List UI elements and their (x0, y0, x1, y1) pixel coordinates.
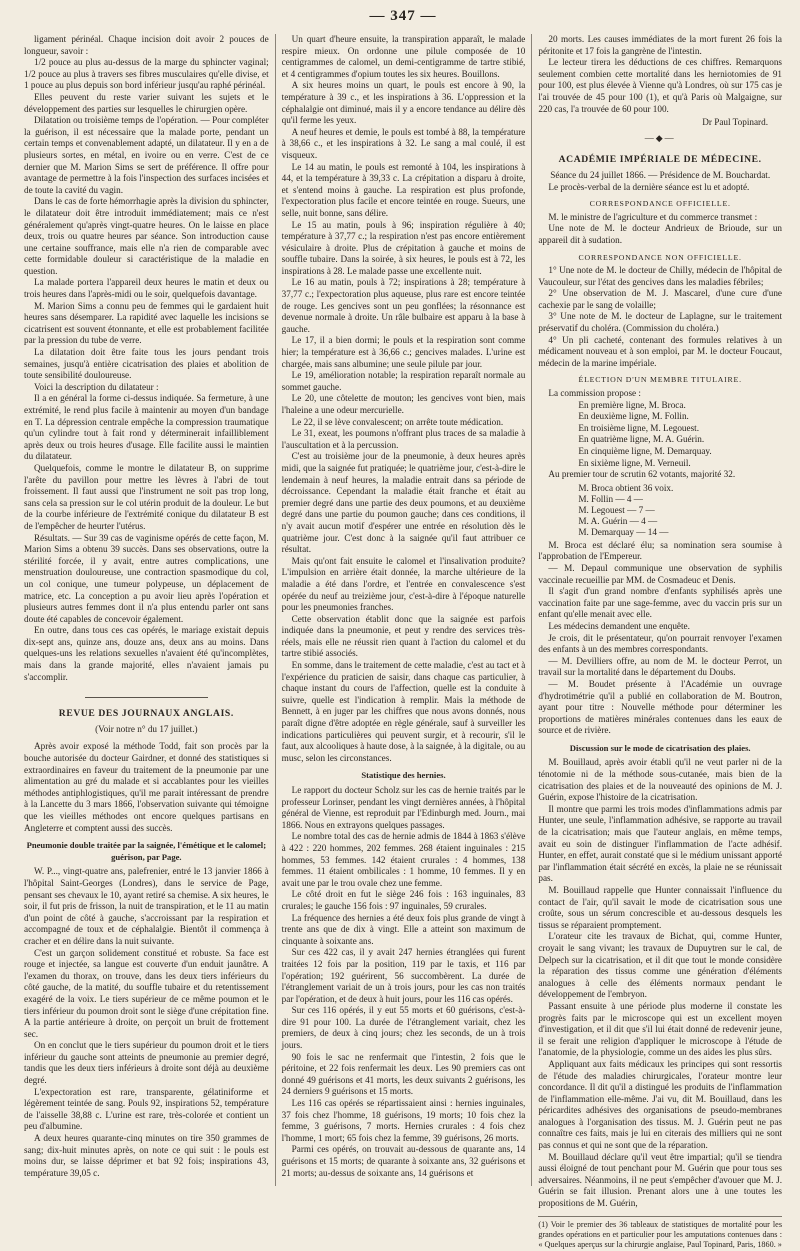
paragraph: Le côté droit en fut le siège 246 fois : 163 inguinales, 83 crurales; le gauche 156 fois : 97 inguinales, 59 crurales. (281, 889, 526, 911)
paragraph: Il montre que parmi les trois modes d'inflammations admis par Hunter, une seule, l'inflammation adhésive, se rapporte au travail de la cicatrisation; mais que l'auteur anglais, en même temps, avait eu soin de distinguer l'inflammation de l'acte adhésif. Hunter, en effet, aurait constaté que si le médium unissant apporté par l'inflammation était sécrété en excès, la plaie ne se réunissait pas. (538, 803, 783, 884)
revue-body (24, 741, 269, 834)
paragraph: Le nombre total des cas de hernie admis de 1844 à 1863 s'élève à 422 : 220 hommes, 202 femmes. 268 étaient inguinales : 215 hommes, 53 femmes. 142 étaient crurales : 4 hommes, 138 femmes. 11 étaient ombilicales : 1 homme, 10 femmes. Il y en avait une par le trou ovale chez une femme. (281, 831, 526, 888)
paragraph: M. Follin — 4 — (578, 493, 643, 504)
paragraph: Le 20, une côtelette de mouton; les gencives vont bien, mais l'haleine a une odeur mercurielle. (281, 393, 526, 415)
paragraph: Le 16 au matin, pouls à 72; inspirations à 28; température à 37,77 c.; l'expectoration plus aqueuse, plus rare est encore teintée de rouge. Les gencives sont un peu gonflées; la résonnance est devenue normale à droite. Un râle bulbaire est apparu à la base à gauche. (281, 277, 526, 334)
paragraph: C'est un garçon solidement constitué et robuste. Sa face est rouge et injectée, sa langue est couverte d'un enduit jaunâtre. A l'examen du thorax, on trouve, dans les deux tiers inférieurs du côté gauche, de la matité, du souffle tubaire et du retentissement exagéré de la voix. Le tiers supérieur de ce même poumon et le tiers inférieur du poumon droit sont le siège d'une crépitation fine. A la partie antérieure à droite, on perçoit un bruit de frottement sec. (24, 947, 269, 1039)
paragraph: Le lecteur tirera les déductions de ces chiffres. Remarquons seulement combien cette mortalité dans les herniotomies de 91 pour 100, est plus élevée à Vienne qu'à Londres, où sur 175 cas je l'ai trouvée de 45 pour 100 (1), et qu'à Paris où Malgaigne, sur 220 cas, l'a trouvée de 60 pour 100. (538, 57, 783, 114)
footnote (538, 1216, 782, 1251)
paragraph: M. Legouest — 7 — (578, 504, 655, 515)
paragraph: 20 morts. Les causes immédiates de la mort furent 26 fois la péritonite et 17 fois la gangrène de l'intestin. (538, 34, 783, 56)
ballot-intro: Au premier tour de scrutin 62 votants, majorité 32. (548, 469, 736, 480)
paragraph: M. le ministre de l'agriculture et du commerce transmet : (548, 211, 758, 222)
paragraph: L'expectoration est rare, transparente, gélatiniforme et légèrement teintée de sang. Pouls 92, inspirations 52, température de l'aisselle 38,88 c. L'urine est rare, très-colorée et contient un peu d'albumine. (24, 1086, 269, 1132)
case-heading: Pneumonie double traitée par la saignée, l'émétique et le calomel; guérison, par Page. (26, 840, 267, 862)
paragraph: Les médecins demandent une enquête. (548, 620, 690, 631)
footnote-text: (1) Voir le premier des 36 tableaux de statistiques de mortalité pour les grandes opérations en et particulier pour les amputations contenues dans : « Quelques aperçus sur la chirurgie anglaise, Paul Topinard, Paris, 1860. » (538, 1219, 783, 1250)
signature: Dr Paul Topinard. (702, 117, 769, 128)
ornament: —◆— (644, 132, 676, 143)
paragraph: M. Broca obtient 36 voix. (578, 482, 674, 493)
discussion-heading: Discussion sur le mode de cicatrisation des plaies. (569, 742, 751, 753)
paragraph: M. Bouillaud, après avoir établi qu'il ne veut parler ni de la ténotomie ni de la méthode sous-cutanée, mais bien de la cicatrisation des plaies et de la nouveauté des opinions de M. J. Guérin, expose l'histoire de la cicatrisation. (538, 757, 783, 803)
paragraph: En cinquième ligne, M. Demarquay. (578, 446, 712, 456)
paragraph: En quatrième ligne, M. A. Guérin. (578, 434, 705, 445)
paragraph: Parmi ces opérés, on trouvait au-dessous de quarante ans, 14 guérisons et 15 morts; de quarante à soixante ans, 32 guérisons et 21 morts; au-dessus de soixante ans, 14 guérisons et (281, 1144, 526, 1178)
academy-title: ACADÉMIE IMPÉRIALE DE MÉDECINE. (558, 154, 762, 166)
paragraph: M. Broca est déclaré élu; sa nomination sera soumise à l'approbation de l'Empereur. (538, 539, 783, 562)
paragraph: A deux heures quarante-cinq minutes on tire 350 grammes de sang; dix-huit minutes après, on note ce qui suit : le pouls est moins dur, se laisse déprimer et bat 92 fois; inspirations 43, température 39,05 c. (24, 1133, 269, 1178)
paragraph: La malade portera l'appareil deux heures le matin et deux ou trois heures dans l'après-midi ou le soir, quelquefois davantage. (24, 277, 269, 300)
paragraph: L'orateur cite les travaux de Bichat, qui, comme Hunter, croyait le sang vivant; les travaux de Dupuytren sur le cal, de Delpech sur la cicatrisation, et il dit que tout le monde considère la réparation des tissus comme une génération d'éléments analogues à celle des éléments normaux pendant le développement de l'embryon. (538, 931, 783, 1000)
divider (85, 697, 207, 698)
paragraph: C'est au troisième jour de la pneumonie, à deux heures après midi, que la saignée fut pratiquée; le quatrième jour, c'est-à-dire le lendemain à neuf heures, la maladie entrait dans sa période de décroissance. Cependant la maladie était franche et était au premier degré dans une partie des deux poumons, et au deuxième degré dans une partie du poumon gauche; dans ces conditions, il n'y avait aucun motif d'espérer une entrée en résolution dès le quatrième jour. C'est donc à la saignée qu'il faut attribuer ce résultat. (281, 451, 526, 555)
paragraph: 2° Une observation de M. J. Mascarel, d'une cure d'une cachexie par le sang de volaille; (538, 288, 783, 310)
paragraph: Résultats. — Sur 39 cas de vaginisme opérés de cette façon, M. Marion Sims a obtenu 39 succès. Dans ses observations, outre la stérilité forcée, il y avait, entre autres complications, une menstruation douloureuse, une contraction spasmodique du col, un col conique, une tumeur polypeuse, un déplacement de matrice, etc. La conception a pu avoir lieu après l'opération et plusieurs autres femmes dont il n'a plus entendu parler ont sans doute été capables de concevoir également. (24, 532, 269, 624)
corr-nonoff-body (538, 265, 782, 369)
paragraph: Je crois, dit le présentateur, qu'on pourrait renvoyer l'examen des enfants à un des membres correspondants. (538, 632, 783, 655)
paragraph: Le rapport du docteur Scholz sur les cas de hernie traités par le professeur Lorinser, pendant les vingt dernières années, à l'hôpital général de Vienne, est reproduit par l'Edinburgh med. Journ., mai 1866. Nous en extrayons quelques passages. (281, 785, 526, 830)
column-3 (531, 34, 788, 1250)
paragraph: Le 17, il a bien dormi; le pouls et la respiration sont comme hier; la température est à 36,66 c.; gencives malades. L'urine est chargée, mais sans albumine; une seule pilule par jour. (281, 335, 526, 369)
paragraph: Cette observation établit donc que la saignée est parfois indiquée dans la pneumonie, et peut y rendre des services très-réels, mais elle ne réussit rien quant à l'action du calomel et du tartre stibié associés. (281, 613, 526, 659)
paragraph: Il s'agit d'un grand nombre d'enfants syphilisés après une vaccination faite par une sage-femme, avec du vaccin pris sur un enfant qu'elle menait avec elle. (538, 586, 783, 620)
paragraph: 1/2 pouce au plus au-dessus de la marge du sphincter vaginal; 1/2 pouce au plus à travers ses fibres musculaires qu'elle divise, et 1 pouce au plus depuis son bord inférieur jusqu'au raphé périnéal. (24, 57, 269, 91)
paragraph: M. Bouillaud déclare qu'il veut être impartial; qu'il se tiendra aussi éloigné de tout penchant pour M. Guérin que pour tous ses adversaires. Néanmoins, il ne peut s'empêcher d'avouer que M. J. Guérin se fait illusion. Prenant alors une à une toutes les propositions de M. Guérin, (538, 1151, 783, 1209)
paragraph: Il a en général la forme ci-dessus indiquée. Sa fermeture, à une extrémité, le rend plus facile à maintenir au moyen d'un bandage en T. La dépression centrale empêche la compression traumatique qu'un cylindre tout à fait rond y déterminerait infailliblement après deux ou trois heures d'usage. Elle facilite aussi le maintien du dilatateur. (24, 393, 269, 462)
paragraph: Sur ces 422 cas, il y avait 247 hernies étranglées qui furent traitées 12 fois par la position, 119 par le taxis, et 116 par l'opération; 192 guérirent, 56 succombèrent. La durée de l'étranglement variait de un à trois jours, pour les cas non traités par l'opération, et de deux à huit jours, pour les 116 cas opérés. (281, 947, 526, 1004)
stat-body (282, 785, 526, 1179)
paragraph: M. Marion Sims a connu peu de femmes qui le gardaient huit heures sans désemparer. La rapidité avec laquelle les incisions se cicatrisent est souvent étonnante, et elle est probablement facilitée par la pression du tube de verre. (24, 300, 269, 346)
paragraph: En sixième ligne, M. Verneuil. (578, 457, 691, 468)
corr-off-body (538, 212, 782, 247)
column-3-body (538, 34, 782, 115)
paragraph: On en conclut que le tiers supérieur du poumon droit et le tiers inférieur du gauche sont atteints de pneumonie au premier degré, tandis que les deux tiers inférieurs à droite sont déjà au deuxième degré. (24, 1040, 269, 1086)
paragraph: En somme, dans le traitement de cette maladie, c'est au tact et à l'expérience du praticien de saisir, dans chaque cas particulier, à chaque instant du cours de l'affection, quelle est la conduite à suivre, quelle est l'indication à remplir. Mais la méthode de Bennett, à en juger par les chiffres que nous avons donnés, nous paraît digne d'être adoptée en règle générale, sauf à surveiller les indications particulières qui peuvent surgir, et à recourir, s'il le faut, aux alcooliques à haute dose, à la saignée, à la digitale, ou au musc, selon les circonstances. (281, 660, 526, 763)
paragraph: — M. Boudet présente à l'Académie un ouvrage d'hydrotimétrie qu'il a publié en collaboration de M. Boutron, ayant pour titre : Nouvelle méthode pour déterminer les proportions de matières minérales contenues dans les eaux de source et de rivière. (538, 678, 783, 736)
paragraph: 3° Une note de M. le docteur de Laplagne, sur le traitement préservatif du choléra. (Commission du choléra.) (538, 311, 783, 334)
paragraph: Le 31, exeat, les poumons n'offrant plus traces de sa maladie à l'auscultation et à la percussion. (281, 428, 526, 450)
paragraph: ligament périnéal. Chaque incision doit avoir 2 pouces de longueur, savoir : (24, 34, 269, 56)
revue-subtitle: (Voir notre n° du 17 juillet.) (95, 723, 198, 734)
paragraph: Mais qu'ont fait ensuite le calomel et l'insalivation produite? L'impulsion en arrière était donnée, la marche ultérieure de la maladie a été dans l'ordre, et l'entrée en convalescence s'est opérée du neuf au treizième jour, c'est-à-dire à l'époque naturelle pour les pneumonies franches. (281, 555, 526, 613)
column-1 (18, 34, 275, 1186)
paragraph: La dilatation doit être faite tous les jours pendant trois semaines, jusqu'à entière cicatrisation des plaies et abolition de toute sensibilité douloureuse. (24, 347, 269, 381)
paragraph: Sur ces 116 opérés, il y eut 55 morts et 60 guérisons, c'est-à-dire 91 pour 100. La durée de l'étranglement variait, chez les premiers, de deux à cinq jours; chez les seconds, de un à trois jours. (281, 1005, 526, 1051)
academy-intro: Le procès-verbal de la dernière séance est lu et adopté. (548, 181, 750, 192)
paragraph: Après avoir exposé la méthode Todd, fait son procès par la bouche autorisée du docteur Gairdner, et donné des statistiques si extraordinaires en faveur du traitement de la pneumonie par une alimentation au gré du malade et si accablantes pour les vieilles méthodes antiphlogistiques, qu'il me parait intéressant de prendre à la Lancette du 3 mars 1866, l'observation suivante qui témoigne que les vieilles méthodes ont encore quelques partisans en Angleterre et comptent aussi des succès. (24, 741, 269, 833)
paragraph: Un quart d'heure ensuite, la transpiration apparaît, le malade respire mieux. On ordonne une pilule composée de 10 centigrammes de calomel, un demi-centigramme de tartre stibié, et 4 centigrammes d'opium toutes les six heures. Bouillons. (281, 34, 526, 79)
paragraph: En outre, dans tous ces cas opérés, le mariage existait depuis dix-sept ans, quinze ans, douze ans, deux ans au moins. Dans quelques-uns les relations sexuelles n'avaient été qu'incomplètes, mais dans la grande majorité, elles n'avaient jamais pu s'accomplir. (24, 625, 269, 682)
paragraph: En troisième ligne, M. Legouest. (578, 422, 700, 433)
paragraph: M. Bouillaud rappelle que Hunter connaissait l'influence du contact de l'air, qu'il savait le mode de cicatrisation sous une croûte, sous un sérum concrescible et au-dessous desquels les tissus se réparaient promptement. (538, 885, 783, 930)
paragraph: Elles peuvent du reste varier suivant les sujets et le développement des parties sur lesquelles le chirurgien opère. (24, 91, 269, 114)
paragraph: 4° Un pli cacheté, contenant des formules relatives à un médicament nouveau et à son emploi, par M. le docteur Foucaut, médecin de la marine impériale. (538, 334, 783, 368)
paragraph: Voici la description du dilatateur : (34, 381, 159, 392)
paragraph: — M. Depaul communique une observation de syphilis vaccinale recueillie par MM. de Cosmadeuc et Denis. (538, 562, 783, 585)
paragraph: A neuf heures et demie, le pouls est tombé à 88, la température à 38,66 c., et les inspirations à 32. Le sang a mal coulé, il est visqueux. (281, 126, 526, 160)
paragraph: Dans le cas de forte hémorrhagie après la division du sphincter, le dilatateur doit être introduit immédiatement; mais ce n'est généralement qu'après vingt-quatre heures. On le laisse en place deux, trois ou quatre heures par séance. Son introduction cause une certaine souffrance, mais elle n'a rien de comparable avec cette formidable douleur si caractéristique de la maladie en question. (24, 196, 269, 276)
candidate-list (538, 400, 782, 470)
paragraph: En deuxième ligne, M. Follin. (578, 411, 689, 422)
paragraph: Le 15 au matin, pouls à 96; inspiration régulière à 40; température à 37,77 c.; la respiration n'est pas encore entièrement vésiculaire à droite. Plus de crépitation à gauche et moins de souffle tubaire. Dans la soirée, à six heures, le pouls est à 72, les inspirations à 28. Le malade passe une excellente nuit. (281, 219, 526, 276)
election-heading: ÉLECTION D'UN MEMBRE TITULAIRE. (578, 375, 742, 385)
paragraph: W. P..., vingt-quatre ans, palefrenier, entré le 13 janvier 1866 à l'hôpital Saint-Georges (Londres), dans le service de Page, pensant ses chevaux le 10, ayant retiré sa chemise. A six heures, le soir, il fut pris de frisson, la nuit de transpiration, et le 11 au matin d'un point de côté à gauche, s'accroissant par la respiration et accompagné de toux et de céphalalgie. Bientôt il commença à cracher et en délire dans la nuit suivante. (24, 866, 269, 946)
paragraph: Le 14 au matin, le pouls est remonté à 104, les inspirations à 44, et la température à 39,33 c. La crépitation a disparu à droite, et s'entend moins à gauche. La respiration est plus profonde, l'expectoration plus facile et encore teintée en rouge. Sueurs, une selle, nuit bonne, sans délire. (281, 161, 526, 218)
paragraph: Dilatation ou troisième temps de l'opération. — Pour compléter la guérison, il est nécessaire que la malade porte, pendant un certain temps et convenablement adapté, un dilatateur. Il y en a de plusieurs sortes, en métal, en ivoire ou en verre. C'est de ce dernier que M. Marion Sims se sert de préférence. Il offre pour avantage de permettre à la fois l'inspection des surfaces incisées et de toute la cavité du vagin. (24, 115, 269, 195)
paragraph: En première ligne, M. Broca. (578, 399, 686, 410)
vote-list (578, 483, 782, 538)
paragraph: 1° Une note de M. le docteur de Chilly, médecin de l'hôpital de Vaucouleur, sur l'état des gencives dans les maladies fébriles; (538, 265, 783, 287)
paragraph: A six heures moins un quart, le pouls est encore à 90, la température à 39 c., et les inspirations à 36. L'oppression et la céphalalgie ont diminué, mais il y a encore tendance au délire dès qu'il ferme les yeux. (281, 80, 526, 126)
stat-heading: Statistique des hernies. (361, 770, 446, 781)
paragraph: 90 fois le sac ne renfermait que l'intestin, 2 fois que le péritoine, et 22 fois renfermait les deux. Les 90 premiers cas ont donné 49 guérisons et 41 morts, les deux suivants 2 guérisons, les 24 derniers 9 guérisons et 15 morts. (281, 1051, 526, 1097)
paragraph: Une note de M. le docteur Andrieux de Brioude, sur un appareil dit à sudation. (538, 223, 783, 245)
page-header (18, 8, 788, 30)
column-2 (275, 34, 532, 1186)
paragraph: Le 19, amélioration notable; la respiration reparaît normale au sommet gauche. (281, 370, 526, 392)
paragraph: Quelquefois, comme le montre le dilatateur B, on supprime l'arête du pavillon pour mettre les lèvres à l'abri de tout froissement. Il faut aussi que l'instrument ne soit pas trop long, sans cela sa pression sur le col utérin produit de la douleur. Le but de la courbe inférieure de l'extrémité conique du dilatateur B est de l'empêcher de heurter l'utérus. (24, 462, 269, 531)
paragraph: — M. Devilliers offre, au nom de M. le docteur Perrot, un travail sur la mortalité dans le département du Doubs. (538, 655, 783, 678)
corr-off-heading: CORRESPONDANCE OFFICIELLE. (589, 199, 731, 209)
column-2-body (282, 34, 526, 764)
paragraph: Passant ensuite à une période plus moderne il constate les progrès faits par le microscope qui est un excellent moyen d'investigation, et il dit que s'il lui était donné de redevenir jeune, il se ferait une religion d'appliquer le microscope à l'étude de l'anatomie, de la physiologie, comme un des aides les plus sûrs. (538, 1000, 783, 1058)
paragraph: M. A. Guérin — 4 — (578, 515, 658, 526)
academy-subtitle: Séance du 24 juillet 1866. — Présidence de M. Bouchardat. (550, 169, 771, 180)
paragraph: M. Demarquay — 14 — (578, 526, 669, 537)
paragraph: Les 116 cas opérés se répartissaient ainsi : hernies inguinales, 37 fois chez l'homme, 18 guérisons, 19 morts; 10 fois chez la femme, 3 guérisons, 7 morts. Hernies crurales : 4 fois chez l'homme, 1 mort; 65 fois chez la femme, 39 guérisons, 26 morts. (281, 1098, 526, 1143)
paragraph: Le 22, il se lève convalescent; on arrête toute médication. (291, 416, 504, 427)
column-1-body (24, 34, 269, 683)
case-body (24, 866, 269, 1179)
commission-label: La commission propose : (548, 388, 641, 399)
discussion-body (538, 757, 782, 1209)
election-body (538, 540, 782, 737)
revue-title: REVUE DES JOURNAUX ANGLAIS. (58, 708, 234, 720)
page-number: — 347 — (369, 8, 437, 24)
paragraph: Appliquant aux faits médicaux les principes qui sont ressortis de l'étude des maladies chirurgicales, l'orateur montre leur concordance. Il dit qu'il a distingué les produits de l'inflammation de l'inflammation elle-même. J'ai vu, dit M. Bouillaud, dans les péricardites adhésives des organisations de pseudo-membranes analogues à l'organisation des tissus. M. J. Guérin peut ne pas connaître ces faits, mais je lui en citerais des milliers qui ne sont pas connus et qui ne sont que de la réparation. (538, 1058, 783, 1151)
columns (18, 34, 788, 1250)
paragraph: La fréquence des hernies a été deux fois plus grande de vingt à trente ans que de dix à vingt. Elle a atteint son maximum de cinquante à soixante ans. (281, 912, 526, 946)
corr-nonoff-heading: CORRESPONDANCE NON OFFICIELLE. (578, 252, 742, 262)
